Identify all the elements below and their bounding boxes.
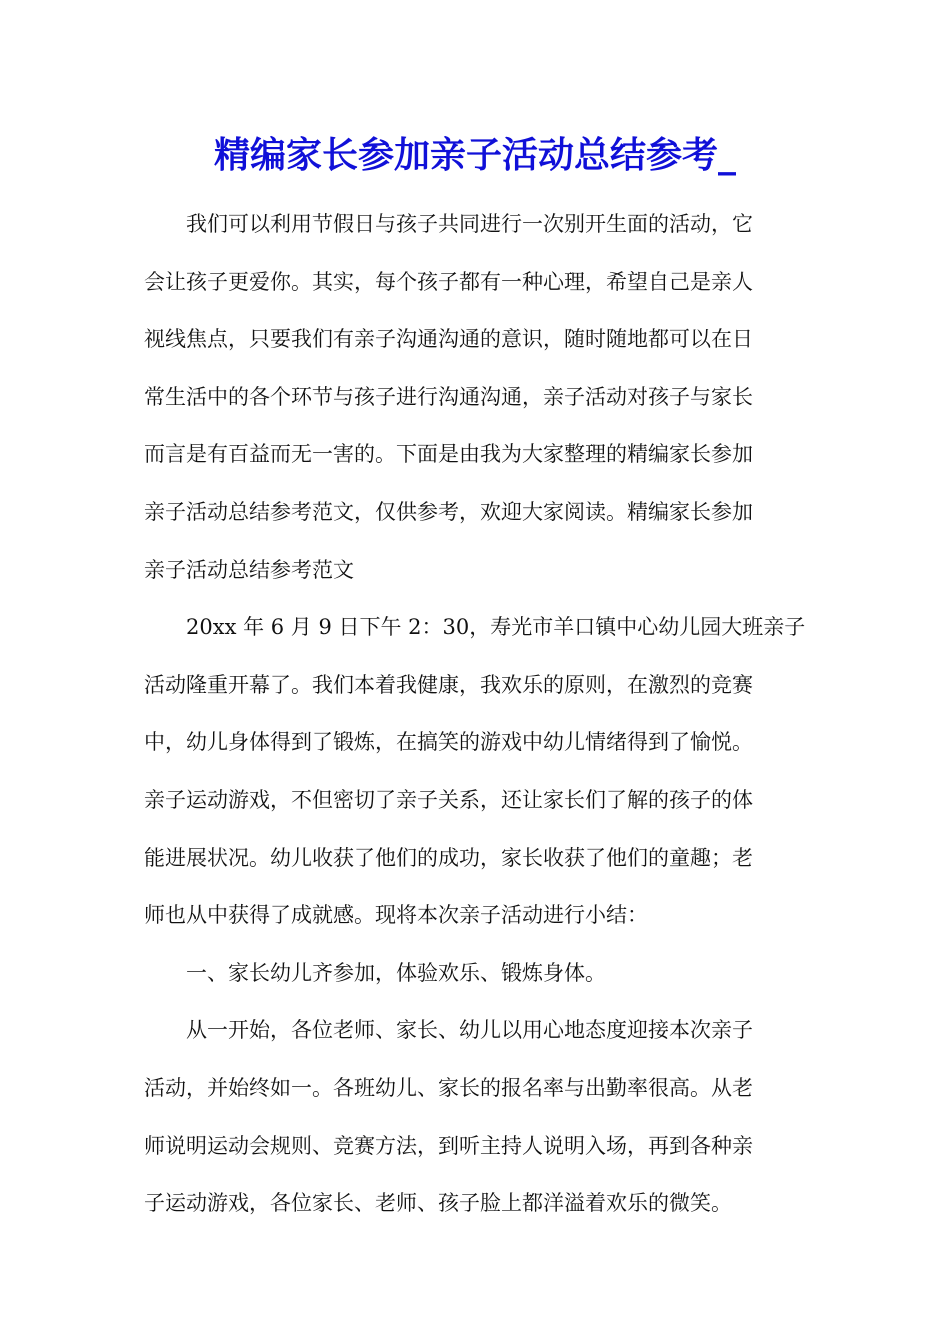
paragraph-section-1: 从一开始，各位老师、家长、幼儿以用心地态度迎接本次亲子 活动，并始终如一。各班幼儿、家长的报名率与出勤率很高。从老 师说明运动会规则、竞赛方法，到听主持人说明入场，再到各种亲 子运动游戏，各位家长、老师、孩子脸上都洋溢着欢乐的微笑。 (144, 1018, 753, 1216)
section-heading-1: 一、家长幼儿齐参加，体验欢乐、锻炼身体。 (186, 960, 606, 985)
document-body (144, 196, 806, 1233)
paragraph-intro: 我们可以利用节假日与孩子共同进行一次别开生面的活动，它 会让孩子更爱你。其实，每个孩子都有一种心理，希望自己是亲人 视线焦点，只要我们有亲子沟通沟通的意识，随时随地都可以在日 常生活中的各个环节与孩子进行沟通沟通，亲子活动对孩子与家长 而言是有百益而无一害的。下面是由我为大家整理的精编家长参加 亲子活动总结参考范文，仅供参考，欢迎大家阅读。精编家长参加 亲子活动总结参考范文 (144, 212, 753, 582)
document-title: 精编家长参加亲子活动总结参考_ (213, 134, 736, 176)
paragraph-event-summary: 20xx 年 6 月 9 日下午 2：30，寿光市羊口镇中心幼儿园大班亲子 活动隆重开幕了。我们本着我健康，我欢乐的原则，在激烈的竞赛 中，幼儿身体得到了锻炼，在搞笑的游戏中幼儿情绪得到了愉悦。 亲子运动游戏，不但密切了亲子关系，还让家长们了解的孩子的体 能进展状况。幼儿收获了他们的成功，家长收获了他们的童趣；老 师也从中获得了成就感。现将本次亲子活动进行小结： (144, 615, 806, 928)
